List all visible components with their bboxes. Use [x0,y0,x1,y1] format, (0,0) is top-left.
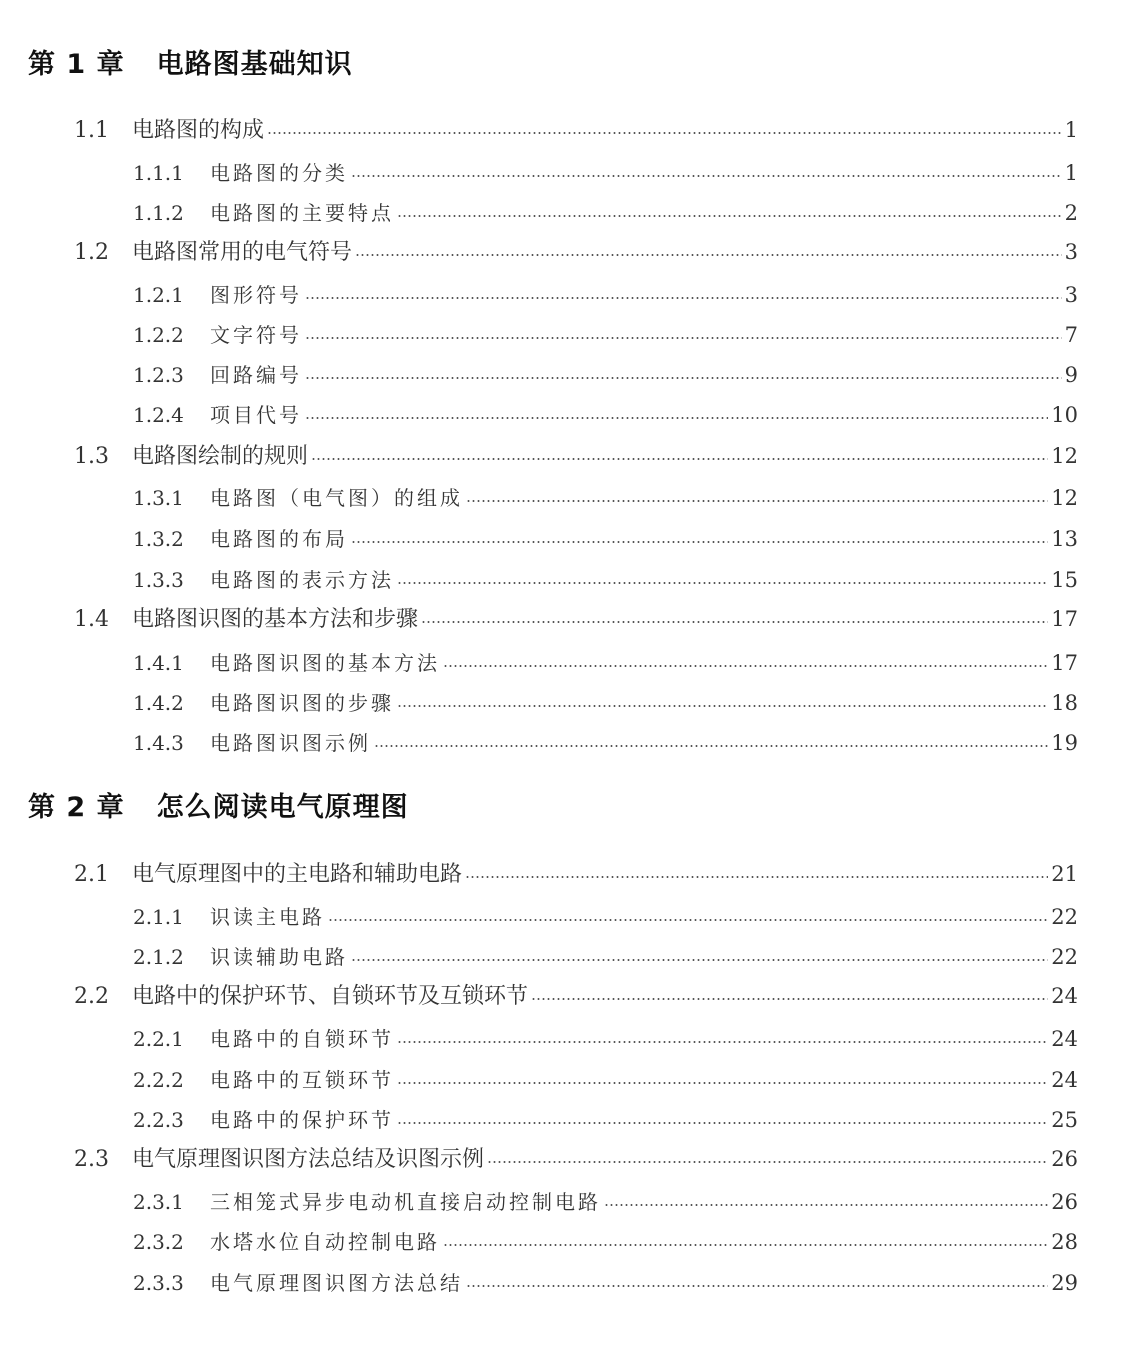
page-number: 18 [1051,691,1078,715]
toc-subsection-2-1-1[interactable] [133,901,1078,930]
section-title: 识读主电路 [210,905,325,929]
page-number: 26 [1051,1147,1078,1171]
section-number: 2.3.2 [133,1230,184,1254]
page-number: 24 [1051,984,1078,1008]
dot-leader [374,745,1048,747]
section-title: 电路中的保护环节、自锁环节及互锁环节 [132,984,529,1009]
section-number: 1.2 [74,240,109,265]
toc-subsection-1-2-2[interactable] [133,319,1078,348]
toc-subsection-1-4-1[interactable] [133,647,1078,676]
section-title: 电路图绘制的规则 [132,444,309,469]
toc-subsection-2-3-3[interactable] [133,1267,1078,1296]
section-title: 电路图识图的基本方法 [210,651,440,675]
page-number: 17 [1051,607,1078,631]
section-number: 2.1.2 [133,945,184,969]
page-number: 7 [1064,323,1078,347]
chapter-label: 第 1 章 [28,49,125,80]
toc-subsection-1-3-1[interactable] [133,482,1078,511]
section-title: 电气原理图识图方法总结及识图示例 [132,1147,485,1172]
page-number: 10 [1051,403,1078,427]
dot-leader [397,215,1062,217]
toc-subsection-2-3-1[interactable] [133,1186,1078,1215]
toc-subsection-1-3-3[interactable] [133,564,1078,593]
toc-subsection-1-4-3[interactable] [133,727,1078,756]
dot-leader [487,1161,1048,1163]
toc-subsection-1-4-2[interactable] [133,687,1078,716]
section-title: 电气原理图中的主电路和辅助电路 [132,862,463,887]
dot-leader [305,377,1062,379]
dot-leader [397,1041,1048,1043]
section-number: 1.3.3 [133,568,184,592]
dot-leader [305,337,1062,339]
page-number: 3 [1064,240,1078,264]
dot-leader [355,254,1062,256]
section-number: 1.4.3 [133,731,184,755]
page-number: 26 [1051,1190,1078,1214]
toc-subsection-1-2-1[interactable] [133,279,1078,308]
dot-leader [531,998,1048,1000]
toc-subsection-1-3-2[interactable] [133,523,1078,552]
section-title: 文字符号 [210,323,302,347]
toc-subsection-1-1-1[interactable] [133,157,1078,186]
page-number: 29 [1051,1271,1078,1295]
dot-leader [351,541,1048,543]
section-title: 电路图的主要特点 [210,201,394,225]
page-number: 15 [1051,568,1078,592]
section-number: 2.3.3 [133,1271,184,1295]
section-number: 1.1.1 [133,161,184,185]
section-title: 电路图识图的步骤 [210,691,394,715]
section-title: 识读辅助电路 [210,945,348,969]
section-title: 水塔水位自动控制电路 [210,1230,440,1254]
dot-leader [267,132,1062,134]
dot-leader [397,1082,1048,1084]
dot-leader [604,1204,1048,1206]
page-number: 28 [1051,1230,1078,1254]
page-number: 17 [1051,651,1078,675]
page-number: 24 [1051,1027,1078,1051]
section-number: 1.4.2 [133,691,184,715]
section-title: 电路图识图的基本方法和步骤 [132,607,419,632]
toc-subsection-2-2-2[interactable] [133,1064,1078,1093]
dot-leader [443,665,1048,667]
page-number: 19 [1051,731,1078,755]
page-number: 12 [1051,486,1078,510]
toc-subsection-2-3-2[interactable] [133,1226,1078,1255]
section-number: 1.1 [74,118,109,143]
chapter-1-heading [28,42,353,81]
section-number: 1.3.1 [133,486,184,510]
section-title: 电路中的保护环节 [210,1108,394,1132]
toc-subsection-2-2-1[interactable] [133,1023,1078,1052]
section-title: 电气原理图识图方法总结 [210,1271,463,1295]
section-title: 电路图的表示方法 [210,568,394,592]
page-number: 9 [1064,363,1078,387]
dot-leader [351,175,1062,177]
section-number: 1.1.2 [133,201,184,225]
chapter-title: 怎么阅读电气原理图 [156,792,409,823]
chapter-label: 第 2 章 [28,792,125,823]
dot-leader [305,297,1062,299]
toc-subsection-2-2-3[interactable] [133,1104,1078,1133]
section-number: 1.2.2 [133,323,184,347]
section-number: 1.2.1 [133,283,184,307]
section-number: 1.3.2 [133,527,184,551]
section-number: 2.1 [74,862,109,887]
section-title: 电路中的自锁环节 [210,1027,394,1051]
dot-leader [328,919,1048,921]
section-number: 1.2.3 [133,363,184,387]
page-number: 22 [1051,905,1078,929]
section-number: 2.1.1 [133,905,184,929]
page-number: 13 [1051,527,1078,551]
section-title: 图形符号 [210,283,302,307]
section-number: 2.2.2 [133,1068,184,1092]
section-number: 1.2.4 [133,403,184,427]
dot-leader [305,417,1048,419]
toc-section-1-1[interactable] [74,113,1078,144]
section-number: 2.3.1 [133,1190,184,1214]
section-number: 2.2.1 [133,1027,184,1051]
page-number: 2 [1064,201,1078,225]
dot-leader [421,621,1048,623]
toc-section-1-3[interactable] [74,439,1078,470]
dot-leader [397,705,1048,707]
page-number: 24 [1051,1068,1078,1092]
page-number: 22 [1051,945,1078,969]
dot-leader [443,1244,1048,1246]
chapter-title: 电路图基础知识 [156,49,353,80]
section-number: 2.2.3 [133,1108,184,1132]
section-number: 1.4.1 [133,651,184,675]
section-number: 1.3 [74,444,109,469]
section-title: 电路图识图示例 [210,731,371,755]
section-title: 电路图（电气图）的组成 [210,486,463,510]
section-title: 电路中的互锁环节 [210,1068,394,1092]
toc-section-1-2[interactable] [74,235,1078,266]
section-title: 电路图的分类 [210,161,348,185]
page-number: 25 [1051,1108,1078,1132]
toc-section-2-2[interactable] [74,979,1078,1010]
page-number: 12 [1051,444,1078,468]
toc-subsection-1-2-4[interactable] [133,399,1078,428]
chapter-2-heading [28,785,409,824]
toc-section-2-1[interactable] [74,857,1078,888]
section-title: 电路图的布局 [210,527,348,551]
toc-subsection-2-1-2[interactable] [133,941,1078,970]
section-title: 三相笼式异步电动机直接启动控制电路 [210,1190,601,1214]
section-title: 回路编号 [210,363,302,387]
toc-subsection-1-1-2[interactable] [133,197,1078,226]
section-number: 2.2 [74,984,109,1009]
dot-leader [465,876,1048,878]
section-number: 1.4 [74,607,109,632]
dot-leader [466,1285,1048,1287]
dot-leader [397,1122,1048,1124]
dot-leader [311,458,1048,460]
dot-leader [397,582,1048,584]
toc-section-2-3[interactable] [74,1142,1078,1173]
toc-section-1-4[interactable] [74,602,1078,633]
page-number: 1 [1064,118,1078,142]
section-number: 2.3 [74,1147,109,1172]
dot-leader [351,959,1048,961]
dot-leader [466,500,1048,502]
section-title: 电路图常用的电气符号 [132,240,353,265]
toc-subsection-1-2-3[interactable] [133,359,1078,388]
section-title: 电路图的构成 [132,118,265,143]
page-number: 21 [1051,862,1078,886]
page-number: 3 [1064,283,1078,307]
section-title: 项目代号 [210,403,302,427]
page-number: 1 [1064,161,1078,185]
